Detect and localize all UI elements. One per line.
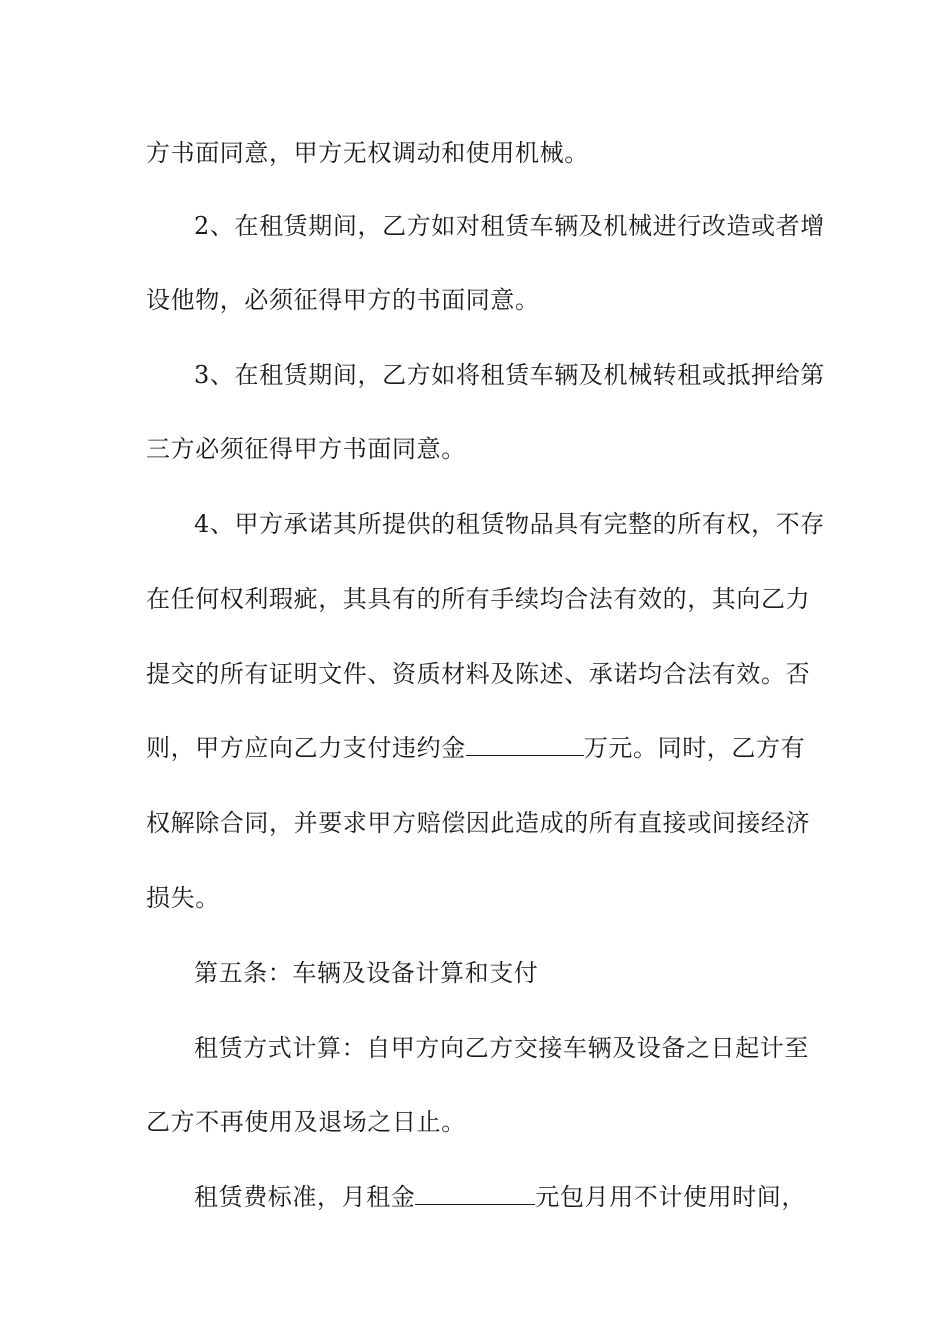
rent-text-before: 租赁费标准，月租金	[194, 1183, 416, 1211]
penalty-text-after: 万元。同时，乙方有	[583, 734, 806, 762]
penalty-text-before: 则，甲方应向乙力支付违约金	[146, 734, 466, 762]
rent-text-after: 元包月用不计使用时间，	[535, 1183, 807, 1211]
paragraph-line: 设他物，必须征得甲方的书面同意。	[146, 286, 540, 314]
paragraph-line: 提交的所有证明文件、资质材料及陈述、承诺均合法有效。否	[146, 660, 811, 688]
clause-3-line: 3、在租赁期间，乙方如将租赁车辆及机械转租或抵押给第	[194, 361, 825, 389]
clause-2-line: 2、在租赁期间，乙方如对租赁车辆及机械进行改造或者增	[194, 212, 825, 240]
paragraph-line: 在任何权利瑕疵，其具有的所有手续均合法有效的，其向乙力	[146, 585, 811, 613]
paragraph-line: 乙方不再使用及退场之日止。	[146, 1108, 466, 1136]
penalty-line	[146, 732, 806, 764]
penalty-amount-blank	[466, 733, 584, 756]
paragraph-line: 损失。	[146, 884, 220, 912]
paragraph-line: 三方必须征得甲方书面同意。	[146, 435, 466, 463]
clause-4-line: 4、甲方承诺其所提供的租赁物品具有完整的所有权，不存	[194, 510, 825, 538]
paragraph-line: 权解除合同，并要求甲方赔偿因此造成的所有直接或间接经济	[146, 809, 811, 837]
monthly-rent-blank	[415, 1182, 535, 1205]
rental-method-line: 租赁方式计算：自甲方向乙方交接车辆及设备之日起计至	[194, 1034, 809, 1062]
paragraph-line: 方书面同意，甲方无权调动和使用机械。	[146, 139, 589, 167]
rent-standard-line	[194, 1181, 806, 1213]
section-heading: 第五条：车辆及设备计算和支付	[194, 959, 539, 987]
